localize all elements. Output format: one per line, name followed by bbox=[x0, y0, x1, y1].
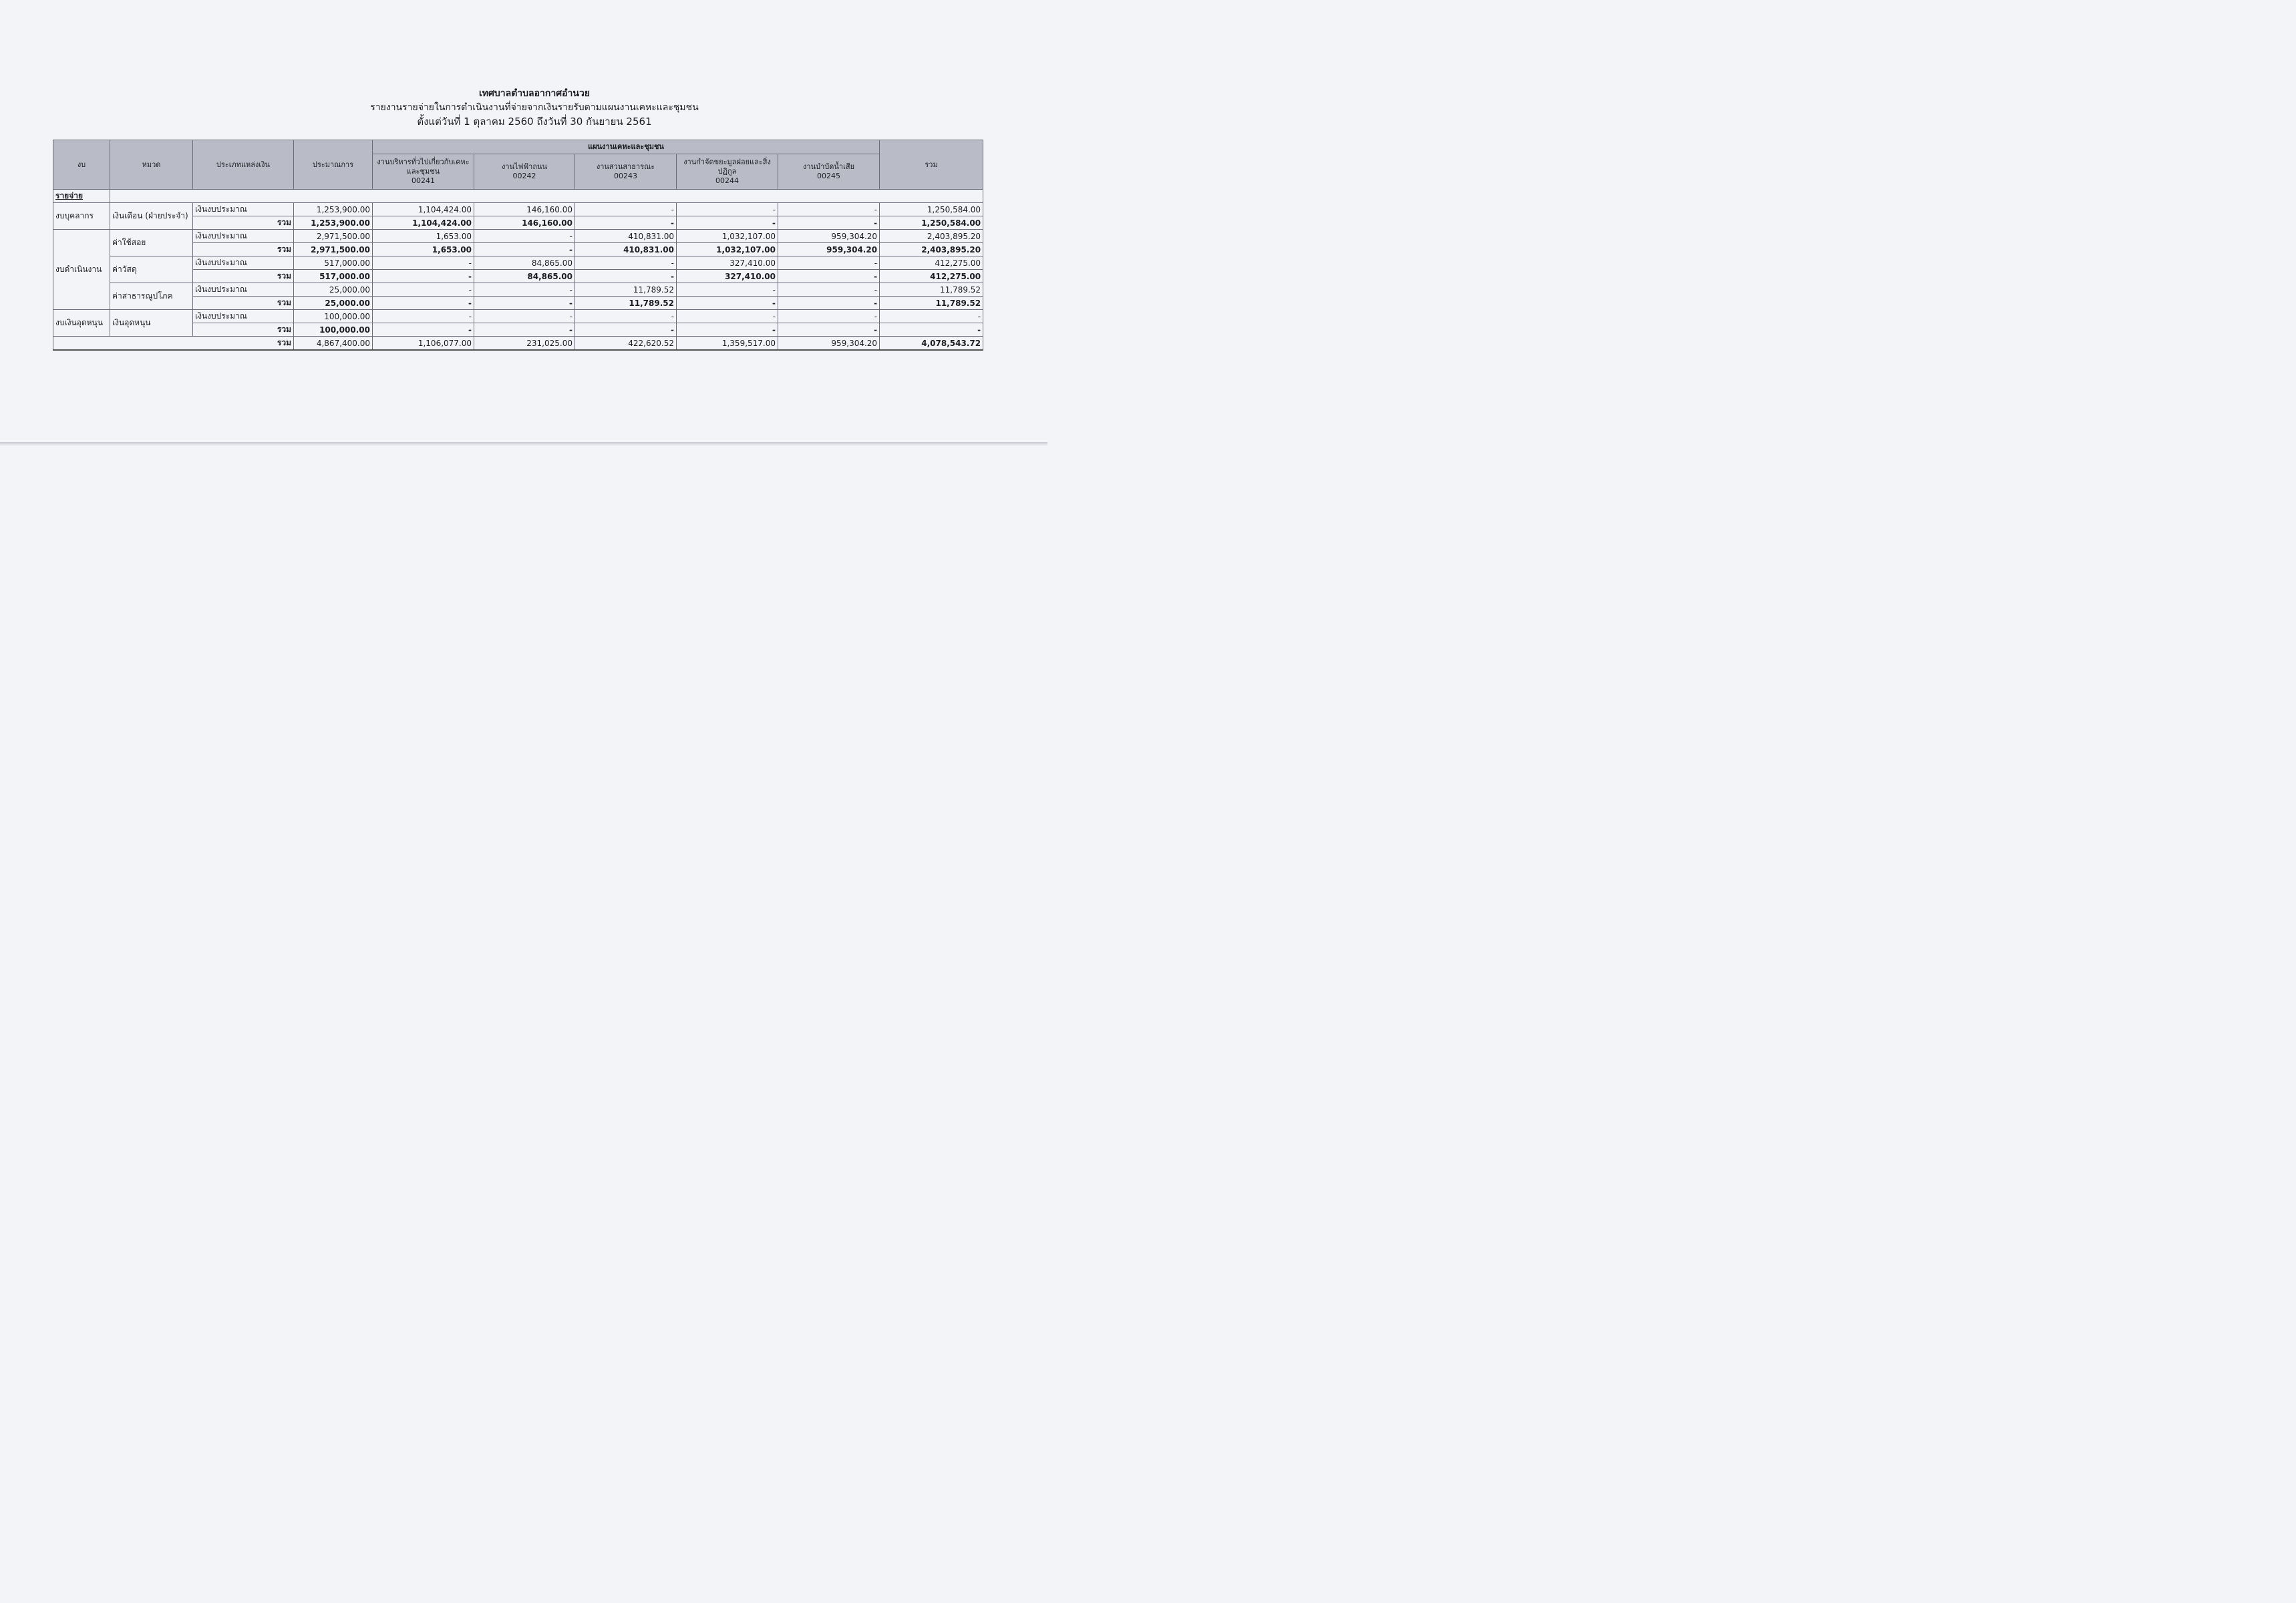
col-header-plan-group: แผนงานเคหะและชุมชน bbox=[373, 140, 880, 154]
table-row: ค่าวัสดุ เงินงบประมาณ 517,000.00 - 84,865.00 - 327,410.00 - 412,275.00 bbox=[53, 256, 983, 270]
col-header-estimate: ประมาณการ bbox=[294, 140, 373, 190]
report-date-range: ตั้งแต่วันที่ 1 ตุลาคม 2560 ถึงวันที่ 30 กันยายน 2561 bbox=[417, 116, 652, 128]
source-cell: เงินงบประมาณ bbox=[193, 230, 294, 243]
grand-total-row: รวม 4,867,400.00 1,106,077.00 231,025.00 422,620.52 1,359,517.00 959,304.20 4,078,543.72 bbox=[53, 337, 983, 351]
source-cell: เงินงบประมาณ bbox=[193, 256, 294, 270]
col-header-work-00243: งานสวนสาธารณะ 00243 bbox=[575, 154, 677, 190]
subtotal-row: รวม 100,000.00 - - - - - - bbox=[53, 323, 983, 337]
source-cell: เงินงบประมาณ bbox=[193, 310, 294, 323]
table-row: งบบุคลากร เงินเดือน (ฝ่ายประจำ) เงินงบประมาณ 1,253,900.00 1,104,424.00 146,160.00 - - - 1,250,584.00 bbox=[53, 203, 983, 216]
category-cell: ค่าใช้สอย bbox=[110, 230, 193, 256]
grand-total-label: รวม bbox=[53, 337, 294, 351]
table-row: งบเงินอุดหนุน เงินอุดหนุน เงินงบประมาณ 100,000.00 - - - - - - bbox=[53, 310, 983, 323]
source-cell: เงินงบประมาณ bbox=[193, 283, 294, 297]
subtotal-row: รวม 2,971,500.00 1,653.00 - 410,831.00 1,032,107.00 959,304.20 2,403,895.20 bbox=[53, 243, 983, 256]
section-row bbox=[53, 190, 983, 203]
col-header-work-00245: งานบำบัดน้ำเสีย 00245 bbox=[778, 154, 880, 190]
budget-cell: งบเงินอุดหนุน bbox=[53, 310, 110, 337]
category-cell: ค่าวัสดุ bbox=[110, 256, 193, 283]
col-header-budget: งบ bbox=[53, 140, 110, 190]
table-row: งบดำเนินงาน ค่าใช้สอย เงินงบประมาณ 2,971,500.00 1,653.00 - 410,831.00 1,032,107.00 959,304.20 2,403,895.20 bbox=[53, 230, 983, 243]
col-header-work-00241: งานบริหารทั่วไปเกี่ยวกับเคหะและชุมชน 00241 bbox=[373, 154, 474, 190]
budget-cell: งบดำเนินงาน bbox=[53, 230, 110, 310]
category-cell: เงินเดือน (ฝ่ายประจำ) bbox=[110, 203, 193, 230]
col-header-category: หมวด bbox=[110, 140, 193, 190]
budget-cell: งบบุคลากร bbox=[53, 203, 110, 230]
report-subtitle: รายงานรายจ่ายในการดำเนินงานที่จ่ายจากเงินรายรับตามแผนงานเคหะและชุมชน bbox=[370, 102, 699, 113]
col-header-work-00244: งานกำจัดขยะมูลฝอยและสิ่งปฏิกูล 00244 bbox=[677, 154, 778, 190]
subtotal-row: รวม 517,000.00 - 84,865.00 - 327,410.00 - 412,275.00 bbox=[53, 270, 983, 283]
report-title: เทศบาลตำบลอากาศอำนวย bbox=[478, 88, 591, 99]
col-header-source: ประเภทแหล่งเงิน bbox=[193, 140, 294, 190]
table-row: ค่าสาธารณูปโภค เงินงบประมาณ 25,000.00 - - 11,789.52 - - 11,789.52 bbox=[53, 283, 983, 297]
source-cell: เงินงบประมาณ bbox=[193, 203, 294, 216]
subtotal-row: รวม 1,253,900.00 1,104,424.00 146,160.00 - - - 1,250,584.00 bbox=[53, 216, 983, 230]
category-cell: เงินอุดหนุน bbox=[110, 310, 193, 337]
page-fold-shadow bbox=[0, 443, 1047, 446]
subtotal-row: รวม 25,000.00 - - 11,789.52 - - 11,789.52 bbox=[53, 297, 983, 310]
category-cell: ค่าสาธารณูปโภค bbox=[110, 283, 193, 310]
col-header-total: รวม bbox=[880, 140, 983, 190]
report-header bbox=[200, 87, 868, 129]
expense-report-table bbox=[53, 140, 983, 351]
col-header-work-00242: งานไฟฟ้าถนน 00242 bbox=[474, 154, 575, 190]
section-label: รายจ่าย bbox=[53, 190, 110, 203]
